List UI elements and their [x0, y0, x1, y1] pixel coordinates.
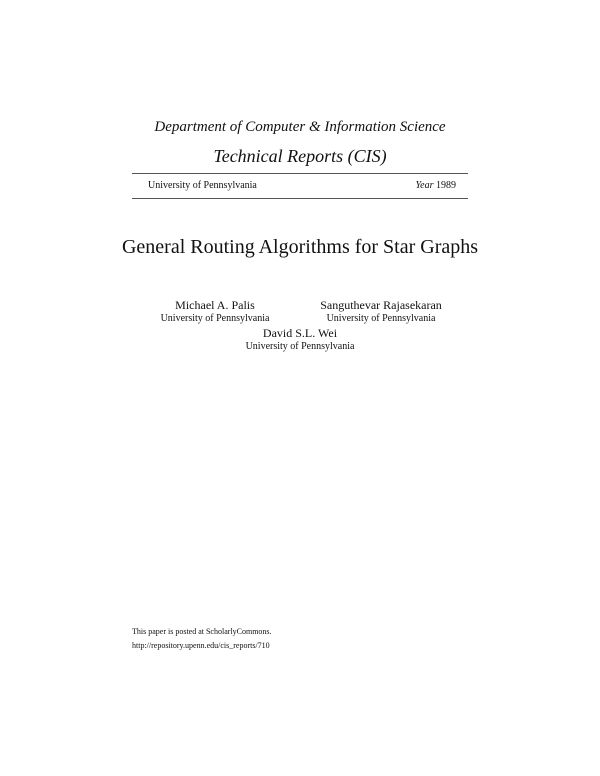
year-block	[416, 180, 456, 191]
year-label: Year	[415, 180, 434, 191]
posted-note: This paper is posted at ScholarlyCommons.	[132, 627, 272, 636]
bottom-rule	[132, 198, 468, 199]
repository-url[interactable]: http://repository.upenn.edu/cis_reports/710	[132, 641, 270, 650]
institution-name: University of Pennsylvania	[148, 180, 257, 191]
author-name: Michael A. Palis	[175, 298, 255, 312]
author-2	[296, 298, 466, 326]
author-3	[225, 326, 375, 354]
author-affiliation: University of Pennsylvania	[160, 313, 270, 324]
year-value: 1989	[436, 180, 456, 191]
department-name: Department of Computer & Information Science	[154, 119, 446, 135]
author-1	[140, 298, 290, 326]
report-series: Technical Reports (CIS)	[213, 146, 387, 166]
top-rule	[132, 173, 468, 174]
author-name: David S.L. Wei	[262, 326, 338, 340]
author-affiliation: University of Pennsylvania	[245, 341, 355, 352]
paper-title: General Routing Algorithms for Star Graphs	[121, 236, 479, 258]
author-name: Sanguthevar Rajasekaran	[320, 298, 442, 312]
author-affiliation: University of Pennsylvania	[326, 313, 436, 324]
